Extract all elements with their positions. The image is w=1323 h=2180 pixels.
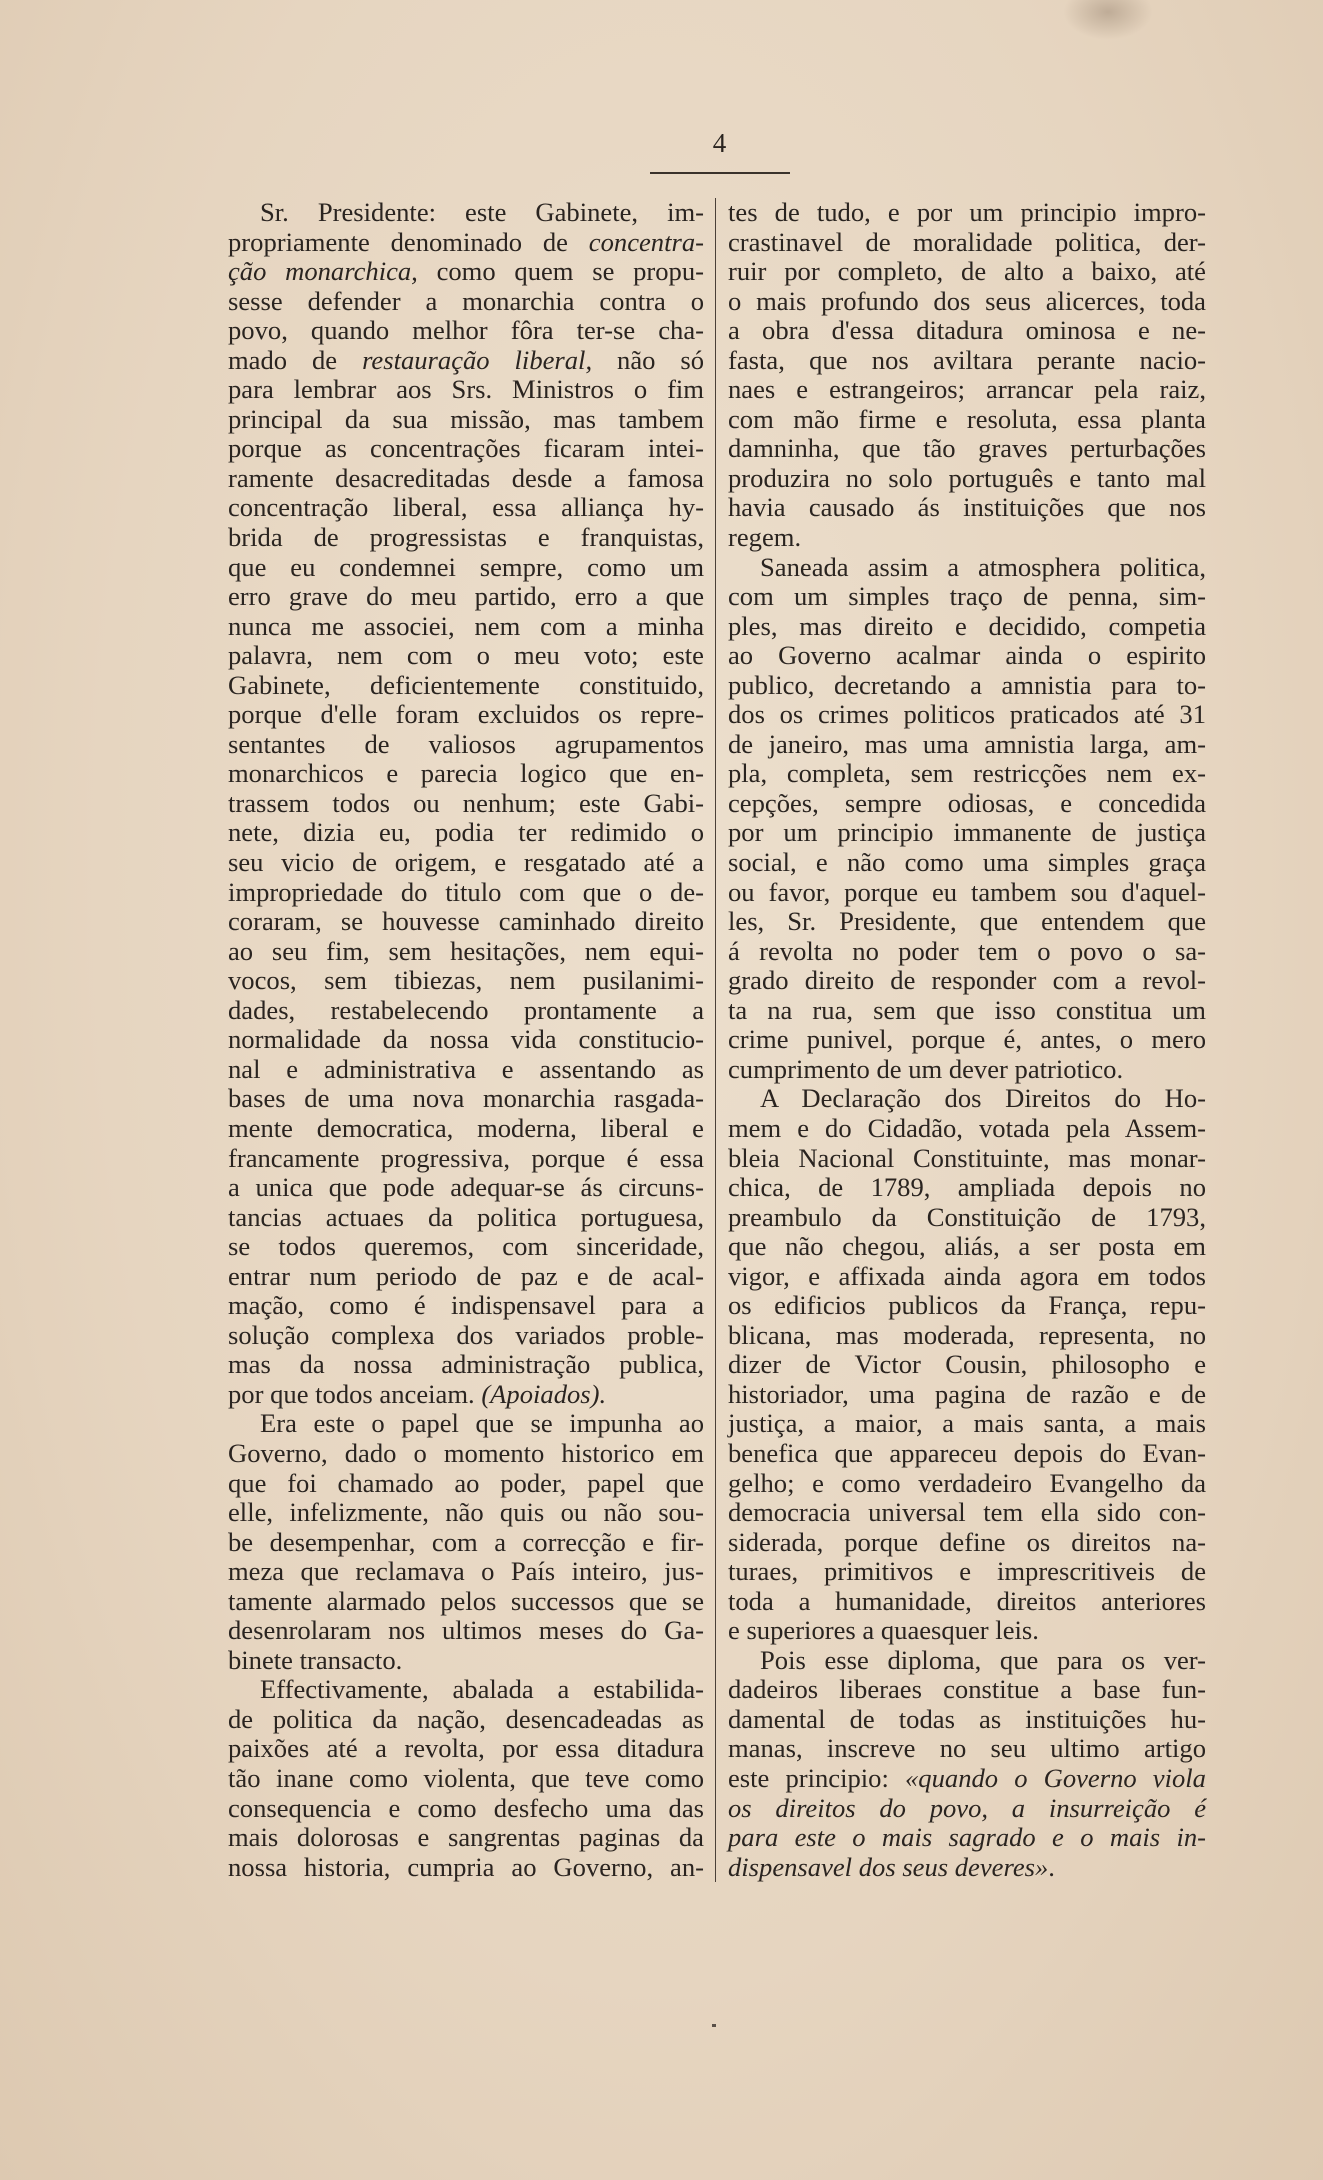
text-line: [728, 789, 1206, 819]
text-line: [728, 700, 1206, 730]
text-line: [228, 405, 704, 435]
line-text: .: [1048, 1851, 1055, 1882]
text-line: [728, 1144, 1206, 1174]
text-line: [228, 1350, 704, 1380]
text-line: [228, 1084, 704, 1114]
line-text: be desempenhar, com a correcção e fir-: [228, 1526, 704, 1557]
line-text: tes de tudo, e por um principio impro-: [728, 197, 1206, 227]
text-line: [728, 1084, 1206, 1114]
text-line: [728, 1675, 1206, 1705]
line-text: á revolta no poder tem o povo o sa-: [728, 935, 1206, 966]
text-line: [228, 1321, 704, 1351]
italic-text: (Apoiados).: [481, 1378, 607, 1409]
line-text: mente democratica, moderna, liberal e: [228, 1112, 704, 1143]
text-line: [228, 612, 704, 642]
text-line: [728, 1114, 1206, 1144]
line-text: paixões até a revolta, por essa ditadura: [228, 1733, 704, 1764]
line-text: a unica que pode adequar-se ás circuns-: [228, 1172, 704, 1203]
italic-text: ção monarchica,: [228, 256, 418, 287]
line-text: normalidade da nossa vida constitucio-: [228, 1024, 704, 1055]
line-text: historiador, uma pagina de razão e de: [728, 1378, 1206, 1409]
line-text: elle, infelizmente, não quis ou não sou-: [228, 1497, 704, 1528]
line-text: mem e do Cidadão, votada pela Assem-: [728, 1112, 1206, 1143]
text-line: [728, 405, 1206, 435]
text-line: [228, 1232, 704, 1262]
line-text: sentantes de valiosos agrupamentos: [228, 728, 704, 759]
line-text: manas, inscreve no seu ultimo artigo: [728, 1733, 1206, 1764]
text-line: [728, 1439, 1206, 1469]
line-text: vigor, e affixada ainda agora em todos: [728, 1260, 1206, 1291]
line-text: Effectivamente, abalada a estabilida-: [260, 1674, 704, 1705]
text-line: [728, 1262, 1206, 1292]
header-rule: [650, 172, 790, 174]
line-text: dos os crimes politicos praticados até 31: [728, 699, 1206, 730]
line-text: tamente alarmado pelos successos que se: [228, 1585, 704, 1616]
line-text: sesse defender a monarchia contra o: [228, 285, 704, 316]
line-text: damental de todas as instituições hu-: [728, 1703, 1206, 1734]
line-text: Governo, dado o momento historico em: [228, 1437, 704, 1468]
text-line: [228, 878, 704, 908]
line-text: nal e administrativa e assentando as: [228, 1053, 704, 1084]
text-line: [228, 641, 704, 671]
text-line: [728, 1528, 1206, 1558]
text-line: [228, 1025, 704, 1055]
italic-text: «quando o Governo viola: [905, 1762, 1206, 1793]
text-line: [728, 937, 1206, 967]
line-text: o mais profundo dos seus alicerces, toda: [728, 285, 1206, 316]
line-text: benefica que appareceu depois do Evan-: [728, 1437, 1206, 1468]
text-line: [228, 1380, 704, 1410]
column-divider: [715, 198, 716, 1882]
line-text: cepções, sempre odiosas, e concedida: [728, 787, 1206, 818]
line-text: nunca me associei, nem com a minha: [228, 610, 704, 641]
line-text: que eu condemnei sempre, como um: [228, 551, 704, 582]
text-line: [228, 730, 704, 760]
line-text: solução complexa dos variados proble-: [228, 1319, 704, 1350]
line-text: produzira no solo português e tanto mal: [728, 462, 1206, 493]
line-text: pla, completa, sem restricções nem ex-: [728, 758, 1206, 789]
line-text: desenrolaram nos ultimos meses do Ga-: [228, 1615, 704, 1646]
line-text: de politica da nação, desencadeadas as: [228, 1703, 704, 1734]
line-text: ao Governo acalmar ainda o espirito: [728, 640, 1206, 671]
line-text: chica, de 1789, ampliada depois no: [728, 1172, 1206, 1203]
text-line: [228, 1823, 704, 1853]
line-text: binete transacto.: [228, 1644, 403, 1675]
text-line: [728, 1232, 1206, 1262]
text-line: [228, 966, 704, 996]
line-text: povo, quando melhor fôra ter-se cha-: [228, 315, 704, 346]
text-line: [728, 1646, 1206, 1676]
text-line: [228, 671, 704, 701]
ink-speck: [712, 2024, 716, 2027]
line-text: damninha, que tão graves perturbações: [728, 433, 1206, 464]
line-text: turaes, primitivos e imprescritiveis de: [728, 1556, 1206, 1587]
text-line: [228, 759, 704, 789]
line-text: porque as concentrações ficaram intei-: [228, 433, 704, 464]
line-text: concentração liberal, essa alliança hy-: [228, 492, 704, 523]
line-text: Era este o papel que se impunha ao: [260, 1408, 704, 1439]
text-line: [728, 1469, 1206, 1499]
text-line: [728, 1025, 1206, 1055]
text-line: [728, 1764, 1206, 1794]
line-text: seu vicio de origem, e resgatado até a: [228, 847, 704, 878]
italic-text: restauração liberal,: [362, 344, 593, 375]
line-text: toda a humanidade, direitos anteriores: [728, 1585, 1206, 1616]
text-line: [228, 1705, 704, 1735]
text-line: [228, 1114, 704, 1144]
line-text: monarchicos e parecia logico que en-: [228, 758, 704, 789]
text-line: [228, 1409, 704, 1439]
text-line: [728, 198, 1206, 228]
text-line: [228, 1646, 704, 1676]
line-text: vocos, sem tibiezas, nem pusilanimi-: [228, 965, 704, 996]
line-text: justiça, a maior, a mais santa, a mais: [728, 1408, 1206, 1439]
text-line: [728, 818, 1206, 848]
line-text: regem.: [728, 522, 802, 553]
text-line: [728, 907, 1206, 937]
line-text: propriamente denominado de: [228, 226, 589, 257]
text-line: [728, 1055, 1206, 1085]
line-text: naes e estrangeiros; arrancar pela raiz,: [728, 374, 1206, 405]
page-number: 4: [712, 128, 728, 158]
line-text: principal da sua missão, mas tambem: [228, 403, 704, 434]
text-line: [228, 818, 704, 848]
line-text: fasta, que nos aviltara perante nacio-: [728, 344, 1206, 375]
text-line: [728, 1498, 1206, 1528]
line-text: social, e não como uma simples graça: [728, 847, 1206, 878]
text-line: [228, 1203, 704, 1233]
line-text: francamente progressiva, porque é essa: [228, 1142, 704, 1173]
line-text: palavra, nem com o meu voto; este: [228, 640, 704, 671]
text-line: [228, 1439, 704, 1469]
line-text: se todos queremos, com sinceridade,: [228, 1231, 704, 1262]
text-line: [228, 1616, 704, 1646]
line-text: publico, decretando a amnistia para to-: [728, 669, 1206, 700]
line-text: coraram, se houvesse caminhado direito: [228, 906, 704, 937]
text-line: [228, 316, 704, 346]
text-line: [228, 1291, 704, 1321]
text-line: [728, 1380, 1206, 1410]
text-line: [728, 1173, 1206, 1203]
text-line: [728, 1409, 1206, 1439]
text-line: [228, 848, 704, 878]
line-text: bleia Nacional Constituinte, mas monar-: [728, 1142, 1206, 1173]
text-line: [728, 1291, 1206, 1321]
line-text: crastinavel de moralidade politica, der-: [728, 226, 1206, 257]
text-line: [228, 1557, 704, 1587]
text-line: [728, 641, 1206, 671]
line-text: impropriedade do titulo com que o de-: [228, 876, 704, 907]
line-text: tão inane como violenta, que teve como: [228, 1762, 704, 1793]
line-text: para lembrar aos Srs. Ministros o fim: [228, 374, 704, 405]
line-text: dades, restabelecendo prontamente a: [228, 994, 704, 1025]
text-line: [728, 228, 1206, 258]
italic-text: para este o mais sagrado e o mais in-: [728, 1822, 1206, 1853]
line-text: mação, como é indispensavel para a: [228, 1290, 704, 1321]
text-line: [728, 493, 1206, 523]
text-line: [228, 1853, 704, 1883]
text-line: [728, 996, 1206, 1026]
text-line: [728, 1350, 1206, 1380]
line-text: e superiores a quaesquer leis.: [728, 1615, 1039, 1646]
line-text: consequencia e como desfecho uma das: [228, 1792, 704, 1823]
line-text: Sr. Presidente: este Gabinete, im-: [260, 197, 704, 227]
text-line: [728, 1321, 1206, 1351]
text-line: [728, 434, 1206, 464]
text-line: [228, 1734, 704, 1764]
text-line: [728, 1794, 1206, 1824]
line-text: ou favor, porque eu tambem sou d'aquel-: [728, 876, 1206, 907]
text-line: [228, 1262, 704, 1292]
text-line: [228, 789, 704, 819]
text-line: [228, 1764, 704, 1794]
line-text: tancias actuaes da politica portuguesa,: [228, 1201, 704, 1232]
italic-text: concentra-: [588, 226, 704, 257]
line-text: ao seu fim, sem hesitações, nem equi-: [228, 935, 704, 966]
text-line: [728, 759, 1206, 789]
text-line: [228, 1587, 704, 1617]
line-text: Saneada assim a atmosphera politica,: [760, 551, 1206, 582]
text-line: [728, 316, 1206, 346]
left-column: [228, 198, 704, 1882]
text-line: [228, 1675, 704, 1705]
line-text: havia causado ás instituições que nos: [728, 492, 1206, 523]
italic-text: dispensavel dos seus deveres»: [728, 1851, 1049, 1882]
line-text: de janeiro, mas uma amnistia larga, am-: [728, 728, 1206, 759]
text-line: [228, 700, 704, 730]
text-line: [728, 464, 1206, 494]
line-text: os edificios publicos da França, repu-: [728, 1290, 1206, 1321]
italic-text: os direitos do povo, a insurreição é: [728, 1792, 1206, 1823]
text-line: [728, 1853, 1206, 1883]
text-line: [228, 1794, 704, 1824]
line-text: brida de progressistas e franquistas,: [228, 522, 704, 553]
text-line: [228, 1144, 704, 1174]
text-line: [728, 346, 1206, 376]
line-text: siderada, porque define os direitos na-: [728, 1526, 1206, 1557]
text-line: [228, 582, 704, 612]
line-text: les, Sr. Presidente, que entendem que: [728, 906, 1206, 937]
text-line: [228, 1173, 704, 1203]
line-text: ta na rua, sem que isso constitua um: [728, 994, 1206, 1025]
line-text: ruir por completo, de alto a baixo, até: [728, 256, 1206, 287]
line-text: mas da nossa administração publica,: [228, 1349, 704, 1380]
text-line: [728, 523, 1206, 553]
text-line: [228, 346, 704, 376]
text-line: [228, 1528, 704, 1558]
text-line: [228, 996, 704, 1026]
line-text: mais dolorosas e sangrentas paginas da: [228, 1822, 704, 1853]
text-line: [228, 493, 704, 523]
line-text: mado de: [228, 344, 363, 375]
text-line: [728, 553, 1206, 583]
line-text: ples, mas direito e decidido, competia: [728, 610, 1206, 641]
text-line: [228, 1469, 704, 1499]
line-text: trassem todos ou nenhum; este Gabi-: [228, 787, 704, 818]
text-line: [728, 878, 1206, 908]
text-line: [728, 730, 1206, 760]
text-line: [228, 1055, 704, 1085]
text-line: [228, 464, 704, 494]
line-text: entrar num periodo de paz e de acal-: [228, 1260, 704, 1291]
line-text: nossa historia, cumpria ao Governo, an-: [228, 1851, 704, 1882]
line-text: dizer de Victor Cousin, philosopho e: [728, 1349, 1206, 1380]
paper-stain: [1063, 0, 1153, 40]
text-line: [728, 1203, 1206, 1233]
line-text: este principio:: [728, 1762, 905, 1793]
line-text: blicana, mas moderada, representa, no: [728, 1319, 1206, 1350]
text-line: [728, 612, 1206, 642]
line-text: porque d'elle foram excluidos os repre-: [228, 699, 704, 730]
text-line: [728, 287, 1206, 317]
line-text: com mão firme e resoluta, essa planta: [728, 403, 1206, 434]
text-line: [228, 553, 704, 583]
text-line: [228, 434, 704, 464]
line-text: a obra d'essa ditadura ominosa e ne-: [728, 315, 1206, 346]
line-text: como quem se propu-: [417, 256, 705, 287]
line-text: Pois esse diploma, que para os ver-: [760, 1644, 1206, 1675]
line-text: bases de uma nova monarchia rasgada-: [228, 1083, 704, 1114]
line-text: gelho; e como verdadeiro Evangelho da: [728, 1467, 1206, 1498]
text-line: [228, 228, 704, 258]
text-line: [728, 848, 1206, 878]
line-text: cumprimento de um dever patriotico.: [728, 1053, 1124, 1084]
text-line: [228, 198, 704, 228]
line-text: Gabinete, deficientemente constituido,: [228, 669, 704, 700]
text-line: [728, 966, 1206, 996]
text-line: [228, 523, 704, 553]
line-text: ramente desacreditadas desde a famosa: [228, 462, 704, 493]
text-line: [728, 1705, 1206, 1735]
text-line: [228, 287, 704, 317]
text-line: [728, 1587, 1206, 1617]
line-text: por um principio immanente de justiça: [728, 817, 1206, 848]
line-text: grado direito de responder com a revol-: [728, 965, 1206, 996]
text-line: [728, 1823, 1206, 1853]
line-text: A Declaração dos Direitos do Ho-: [760, 1083, 1206, 1114]
text-line: [728, 1616, 1206, 1646]
line-text: nete, dizia eu, podia ter redimido o: [228, 817, 704, 848]
text-line: [728, 375, 1206, 405]
text-line: [728, 257, 1206, 287]
text-line: [728, 1557, 1206, 1587]
line-text: erro grave do meu partido, erro a que: [228, 581, 704, 612]
line-text: que foi chamado ao poder, papel que: [228, 1467, 704, 1498]
text-line: [728, 671, 1206, 701]
line-text: por que todos anceiam.: [228, 1378, 482, 1409]
text-line: [228, 375, 704, 405]
line-text: que não chegou, aliás, a ser posta em: [728, 1231, 1206, 1262]
line-text: meza que reclamava o País inteiro, jus-: [228, 1556, 704, 1587]
line-text: dadeiros liberaes constitue a base fun-: [728, 1674, 1206, 1705]
text-line: [228, 907, 704, 937]
text-line: [228, 1498, 704, 1528]
line-text: democracia universal tem ella sido con-: [728, 1497, 1206, 1528]
text-line: [728, 582, 1206, 612]
right-column: [728, 198, 1206, 1882]
line-text: com um simples traço de penna, sim-: [728, 581, 1206, 612]
text-line: [728, 1734, 1206, 1764]
line-text: crime punivel, porque é, antes, o mero: [728, 1024, 1206, 1055]
line-text: não só: [592, 344, 705, 375]
line-text: preambulo da Constituição de 1793,: [728, 1201, 1206, 1232]
text-line: [228, 937, 704, 967]
text-line: [228, 257, 704, 287]
